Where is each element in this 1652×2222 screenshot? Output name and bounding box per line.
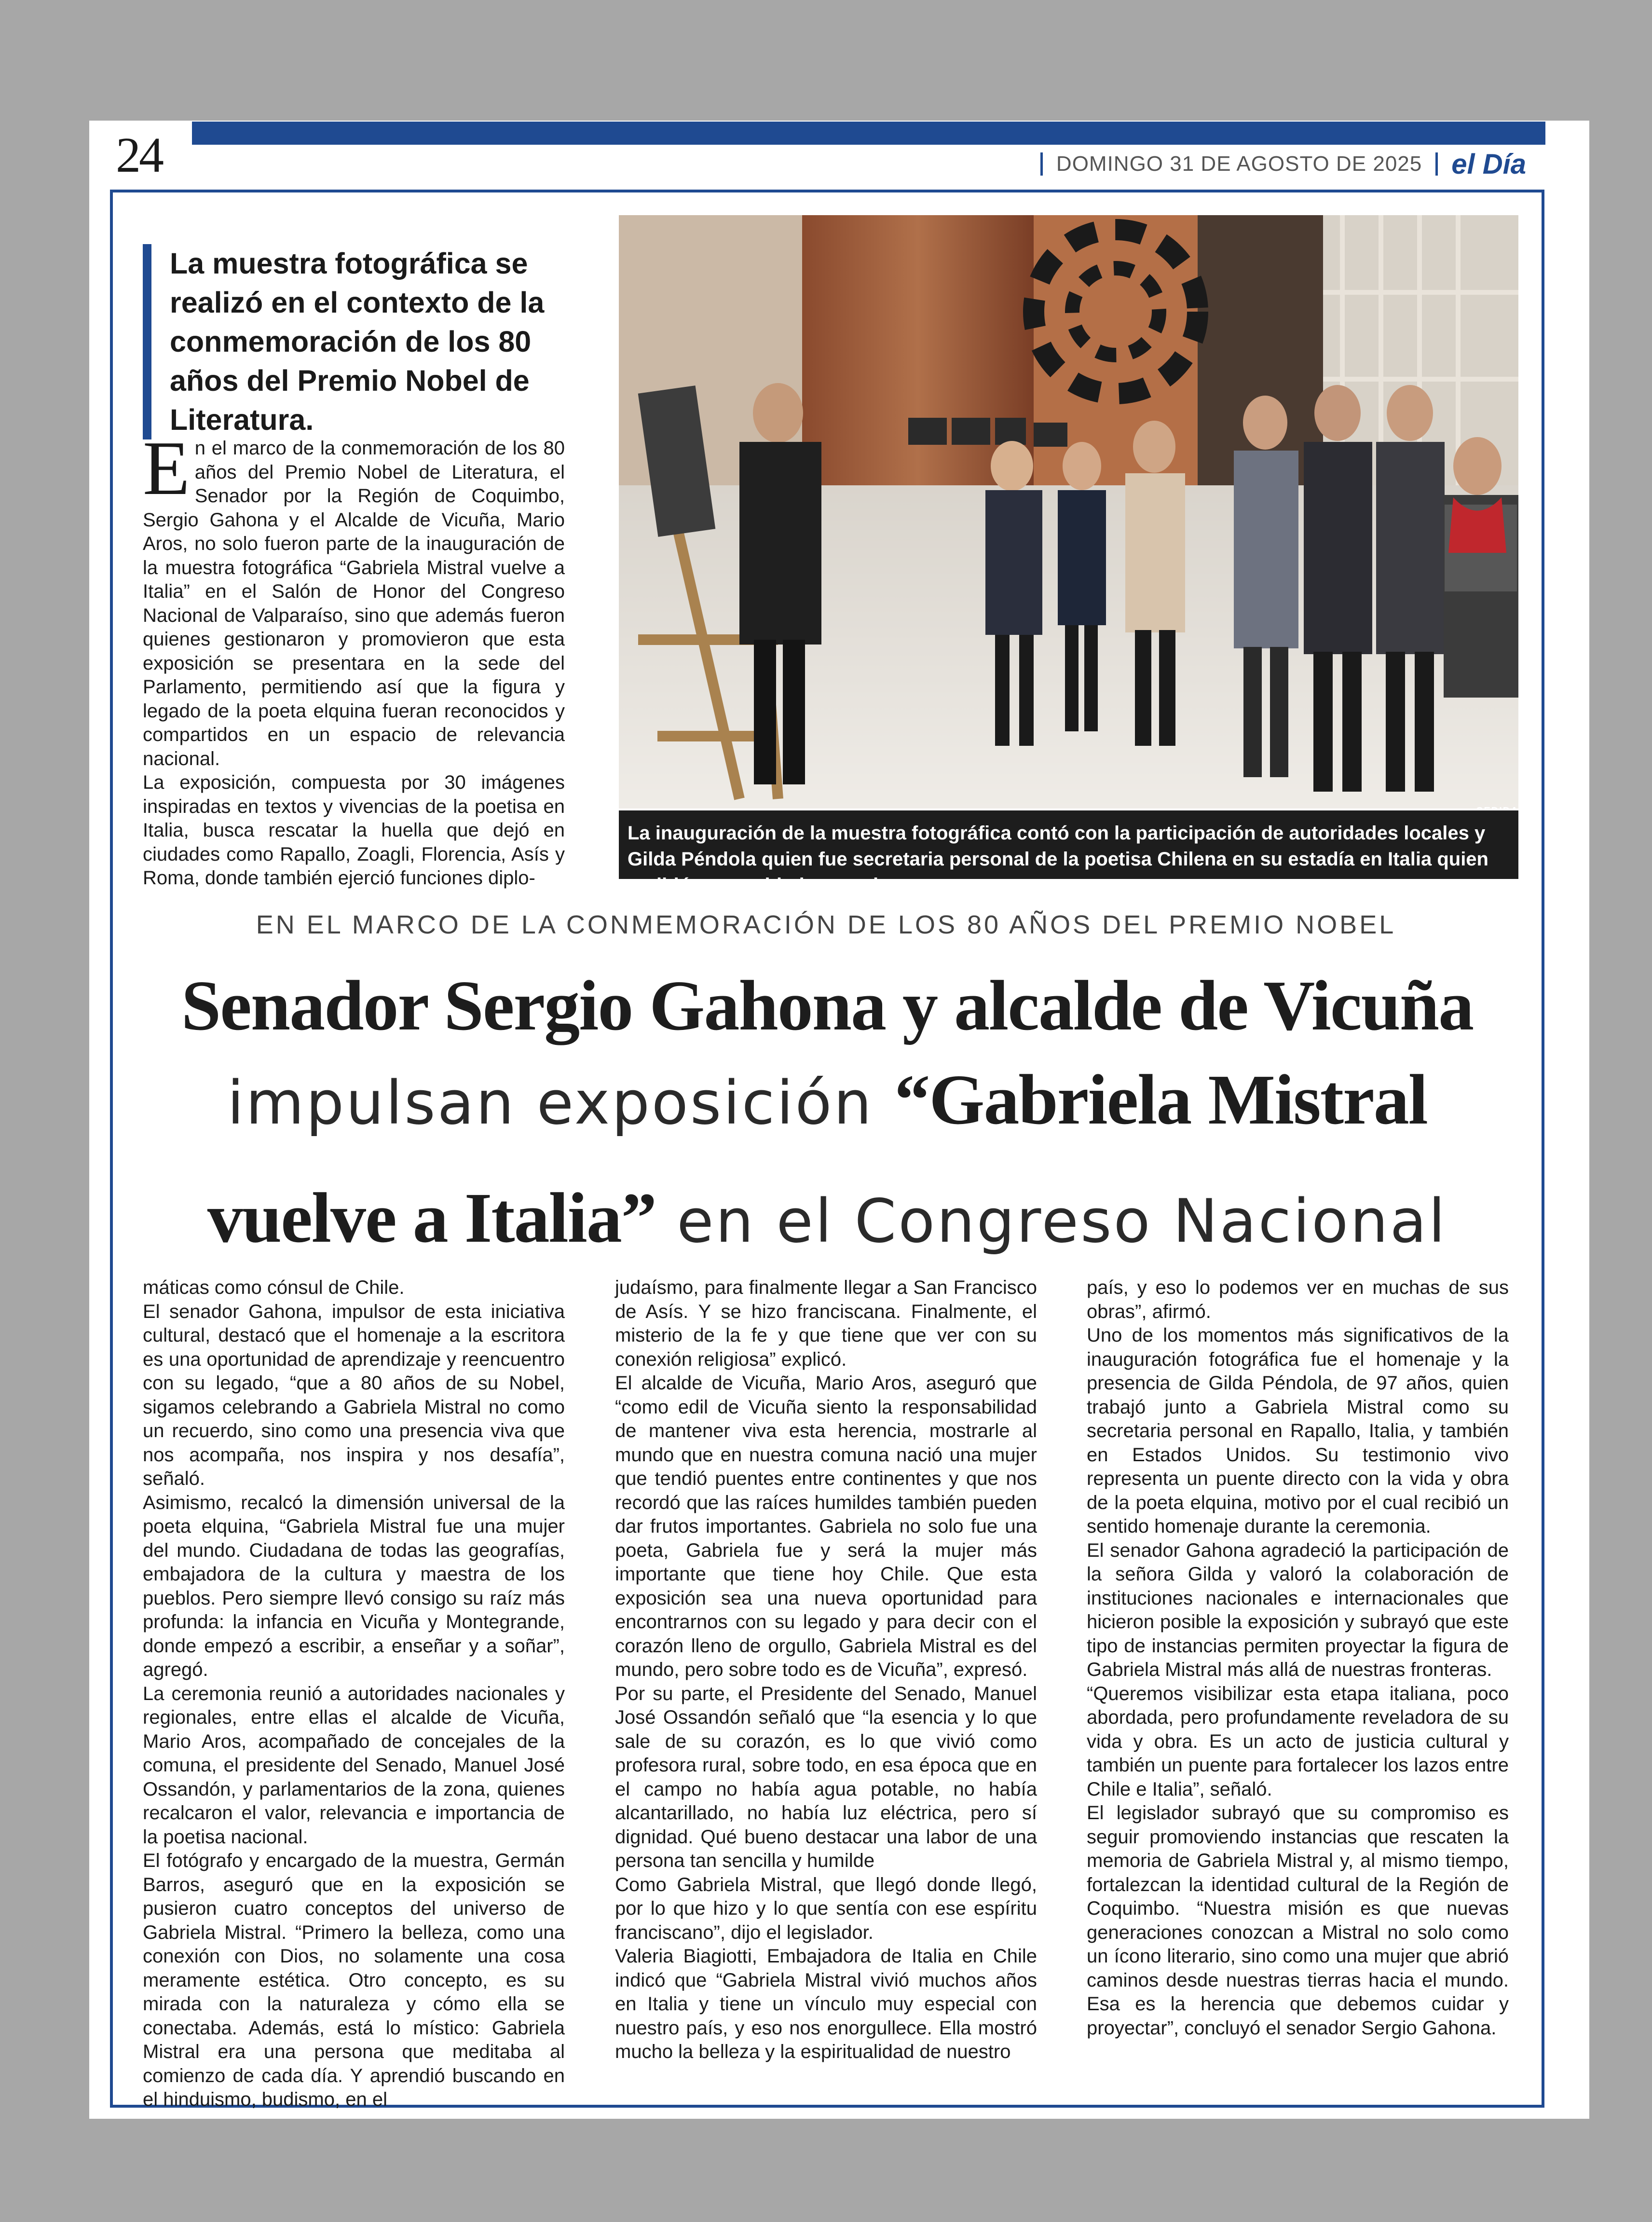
body-paragraph: “Queremos visibilizar esta etapa italiana, poco abordada, pero profundamente reveladora de su vida y obra. Es un acto de justicia cultural y también un puente para fortalecer los lazos entre Chile e Italia”, señaló.	[1087, 1683, 1509, 1800]
event-photo	[619, 215, 1518, 809]
body-paragraph: El fotógrafo y encargado de la muestra, Germán Barros, aseguró que en la exposición se pusieron cuatro conceptos del universo de Gabriela Mistral. “Primero la belleza, como una conexión con Dios, no solamente una cosa meramente estética. Otro concepto, es su mirada con la naturaleza y cómo ella se conectaba. Además, está lo místico: Gabriela Mistral era una persona que meditaba al comienzo de cada día. Y aprendió buscando en el hinduismo, budismo, en el	[143, 1850, 565, 2110]
body-paragraph: Por su parte, el Presidente del Senado, Manuel José Ossandón señaló que “la esencia y lo que sale de su corazón, es lo que vivió como profesora rural, sobre todo, en esa época que en el campo no había agua potable, no había alcantarillado, no había luz eléctrica, pero sí dignidad. Qué bueno destacar una labor de una persona tan sencilla y humilde	[615, 1683, 1037, 1871]
body-paragraph: El legislador subrayó que su compromiso es seguir promoviendo instancias que rescaten la memoria de Gabriela Mistral y, al mismo tiempo, fortalezcan la identidad cultural de la Región de Coquimbo. “Nuestra misión es que nuevas generaciones conozcan a Mistral no solo como un ícono literario, sino como una mujer que abrió caminos desde nuestras tierras hacia el mundo. Esa es la herencia que debemos cuidar y proyectar”, concluyó el senador Sergio Gahona.	[1087, 1802, 1509, 2039]
headline	[116, 960, 1539, 1288]
intro-paragraph: La exposición, compuesta por 30 imágenes inspiradas en textos y vivencias de la poetisa en Italia, busca rescatar la huella que dejó en ciudades como Rapallo, Zoagli, Florencia, Asís y Roma, donde también ejerció funciones diplo-	[143, 772, 565, 889]
body-paragraph: Como Gabriela Mistral, que llegó donde llegó, por lo que hizo y lo que sentía con ese espíritu franciscano”, dijo el legislador.	[615, 1874, 1037, 1943]
headline-light-text: en el Congreso Nacional	[655, 1187, 1447, 1256]
headline-bold-text: “Gabriela Mistral	[894, 1060, 1427, 1139]
body-paragraph: judaísmo, para finalmente llegar a San Francisco de Asís. Y se hizo franciscana. Finalmente, el misterio de la fe y que tiene que ver con su conexión religiosa” explicó.	[615, 1277, 1037, 1370]
body-paragraph: Uno de los momentos más significativos de la inauguración fotográfica fue el homenaje y la presencia de Gilda Péndola, de 97 años, quien trabajó junto a Gabriela Mistral como su secretaria personal en Rapallo, Italia, y también en Estados Unidos. Su testimonio vivo representa un puente directo con la vida y obra de la poeta elquina, motivo por el cual recibió un sentido homenaje durante la ceremonia.	[1087, 1325, 1509, 1537]
body-column-3	[1087, 1276, 1509, 2040]
headline-light-text: impulsan exposición	[227, 1069, 895, 1138]
photo-caption: La inauguración de la muestra fotográfica contó con la participación de autoridades locales y Gilda Péndola quien fue secretaria personal de la poetisa Chilena en su estadía en Italia quien recibió un sentido homenaje.	[619, 810, 1518, 879]
body-paragraph: máticas como cónsul de Chile.	[143, 1277, 405, 1298]
pull-quote: La muestra fotográfica se realizó en el contexto de la conmemoración de los 80 años del Premio Nobel de Literatura.	[143, 244, 572, 439]
intro-paragraph: n el marco de la conmemoración de los 80 años del Premio Nobel de Literatura, el Senador por la Región de Coquimbo, Sergio Gahona y el Alcalde de Vicuña, Mario Aros, no solo fueron parte de la inauguración de la muestra fotográfica “Gabriela Mistral vuelve a Italia” en el Salón de Honor del Congreso Nacional de Valparaíso, sino que además fueron quienes gestionaron y promovieron que esta exposición se presentara en la sede del Parlamento, permitiendo así que la figura y legado de la poeta elquina fueran reconocidos y compartidos en un espacio de relevancia nacional.	[143, 438, 565, 769]
body-paragraph: La ceremonia reunió a autoridades nacionales y regionales, entre ellas el alcalde de Vicuña, Mario Aros, acompañado de concejales de la comuna, el presidente del Senado, Manuel José Ossandón, y parlamentarios de la zona, quienes recalcaron el valor, relevancia e importancia de la poetisa nacional.	[143, 1683, 565, 1848]
headline-line-3	[116, 1170, 1539, 1288]
body-paragraph: país, y eso lo podemos ver en muchas de sus obras”, afirmó.	[1087, 1277, 1509, 1322]
headline-line-2	[116, 1052, 1539, 1170]
intro-column	[143, 425, 565, 891]
page-number: 24	[116, 127, 162, 183]
event-photo-illustration	[619, 215, 1518, 809]
body-paragraph: Valeria Biagiotti, Embajadora de Italia en Chile indicó que “Gabriela Mistral vivió muchos años en Italia y tiene un vínculo muy especial con nuestro país, y eso nos enorgullece. Ella mostró mucho la belleza y la espiritualidad de nuestro	[615, 1946, 1037, 2062]
body-column-2	[615, 1276, 1037, 2064]
body-paragraph: El senador Gahona agradeció la participación de la señora Gilda y valoró la colaboración de instituciones nacionales e internacionales que hicieron posible la exposición y subrayó que este tipo de instancias permiten proyectar la figura de Gabriela Mistral más allá de nuestras fronteras.	[1087, 1539, 1509, 1680]
header-separator	[1040, 152, 1043, 176]
body-column-1	[143, 1276, 565, 2112]
body-paragraph: Asimismo, recalcó la dimensión universal de la poeta elquina, “Gabriela Mistral fue una mujer del mundo. Ciudadana de todas las geografías, embajadora de la cultura y maestra de los pueblos. Pero siempre llevó consigo su raíz más profunda: la infancia en Vicuña y Montegrande, donde empezó a escribir, a enseñar y a soñar”, agregó.	[143, 1492, 565, 1680]
body-paragraph: El senador Gahona, impulsor de esta iniciativa cultural, destacó que el homenaje a la escritora es una oportunidad de aprendizaje y reencuentro con su legado, “que a 80 años de su Nobel, sigamos celebrando a Gabriela Mistral no como un recuerdo, sino como una presencia viva que nos acompaña, nos inspira y nos desafía”, señaló.	[143, 1301, 565, 1489]
body-paragraph: El alcalde de Vicuña, Mario Aros, aseguró que “como edil de Vicuña siento la responsabilidad de mantener viva esta herencia, mostrarle al mundo que en nuestra comuna nació una mujer que tendió puentes entre continentes y que nos recordó que las raíces humildes también pueden dar frutos importantes. Gabriela no solo fue una poeta, Gabriela fue y será la mujer más importante que tiene hoy Chile. Que esta exposición sea una nueva oportunidad para encontrarnos con su legado y para decir con el corazón lleno de orgullo, Gabriela Mistral es del mundo, pero sobre todo es de Vicuña”, expresó.	[615, 1372, 1037, 1680]
brand-logo: el Día	[1451, 148, 1526, 180]
drop-cap: E	[143, 425, 190, 511]
headline-bold-text: vuelve a Italia”	[207, 1179, 656, 1258]
header-separator	[1435, 152, 1438, 176]
headline-line-1: Senador Sergio Gahona y alcalde de Vicuña	[181, 966, 1474, 1045]
kicker: EN EL MARCO DE LA CONMEMORACIÓN DE LOS 80 AÑOS DEL PREMIO NOBEL	[256, 910, 1396, 939]
header-date: DOMINGO 31 DE AGOSTO DE 2025	[1056, 152, 1422, 176]
header-strip	[192, 145, 1545, 183]
